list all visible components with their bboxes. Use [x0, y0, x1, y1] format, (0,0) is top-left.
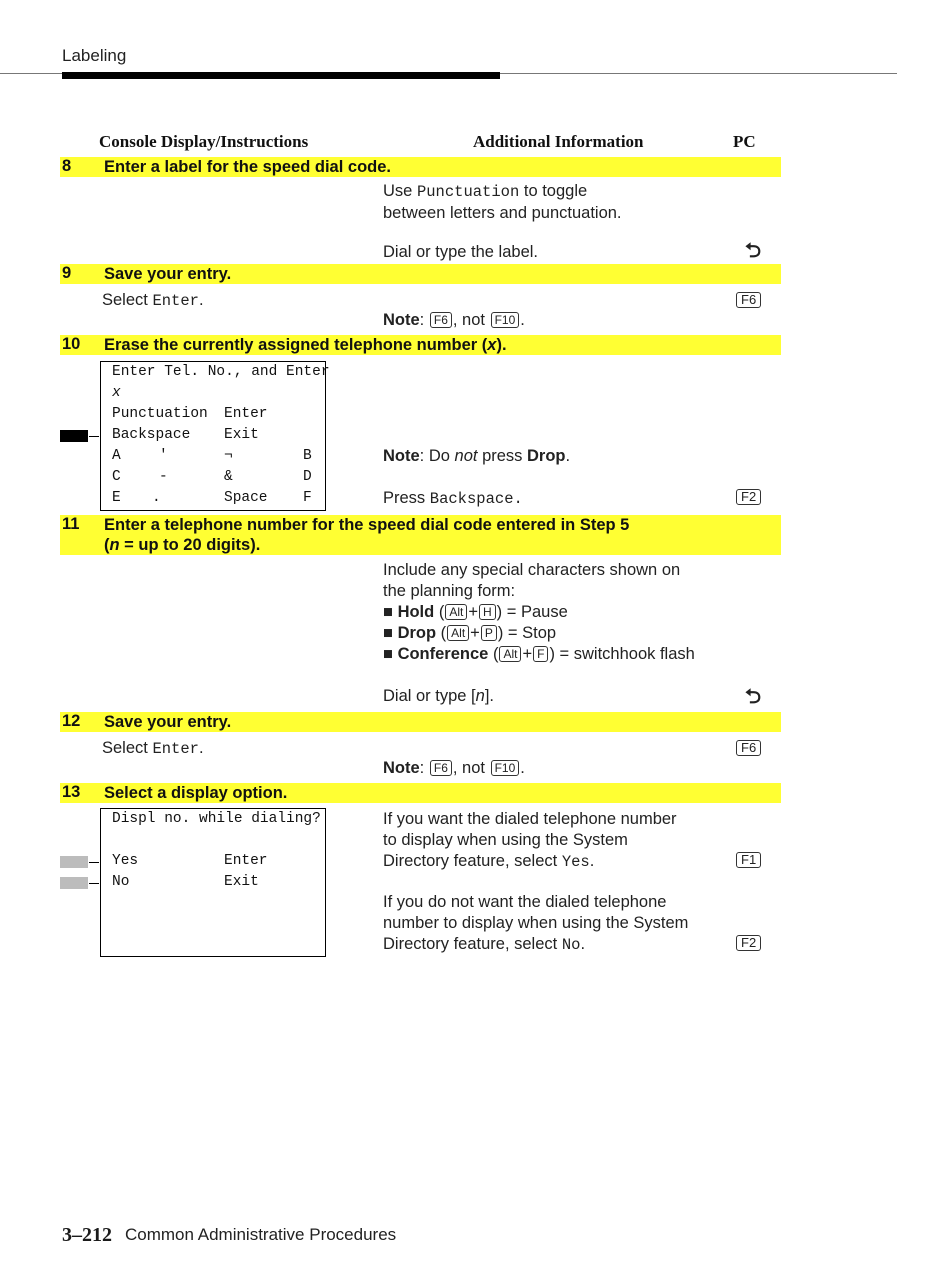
- step-title: [104, 515, 629, 555]
- text: to display when using the System: [383, 831, 628, 849]
- step-11-band: [60, 515, 781, 555]
- text: Directory feature, select: [383, 935, 558, 953]
- text: :: [419, 311, 425, 329]
- note-label: Note: [383, 447, 420, 465]
- step-number: 13: [62, 783, 81, 801]
- step-12-instruction: [102, 738, 204, 760]
- text: (: [438, 603, 445, 621]
- text: = switchhook flash: [559, 645, 695, 663]
- yes-softkey: Yes: [561, 853, 590, 871]
- pointer-marker-backspace: [60, 430, 88, 442]
- screen-char: C: [112, 469, 121, 485]
- variable: n: [475, 687, 485, 705]
- text: +: [522, 645, 533, 663]
- pointer-marker-yes: [60, 856, 88, 868]
- f6-key-icon: F6: [736, 292, 761, 308]
- step-title: [104, 335, 507, 355]
- screen-char: Space: [224, 490, 268, 506]
- exit-softkey[interactable]: Exit: [224, 874, 259, 890]
- drop-key-label: Drop: [527, 447, 566, 465]
- bullet: ■: [383, 645, 393, 663]
- step-title: Enter a label for the speed dial code.: [104, 158, 391, 176]
- text: Include any special characters shown on: [383, 561, 681, 579]
- step-title: Select a display option.: [104, 784, 288, 802]
- f6-key-icon: F6: [736, 740, 761, 756]
- step-number: 10: [62, 335, 81, 353]
- screen-char: E: [112, 490, 121, 506]
- screen-char: .: [152, 490, 161, 506]
- punctuation-softkey[interactable]: Punctuation: [112, 406, 208, 422]
- alt-key-icon: Alt: [445, 604, 467, 620]
- punctuation-softkey: Punctuation: [416, 183, 520, 201]
- step-title: Save your entry.: [104, 265, 232, 283]
- column-header-additional: Additional Information: [473, 132, 644, 151]
- pointer-stub: [89, 883, 99, 884]
- text: = up to 20 digits).: [119, 536, 261, 554]
- pointer-stub: [89, 436, 99, 437]
- text: .: [589, 852, 595, 870]
- yes-softkey[interactable]: Yes: [112, 853, 139, 869]
- hold-label: Hold: [397, 603, 435, 621]
- f6-key-icon: F6: [430, 312, 452, 328]
- conference-item: [383, 644, 695, 665]
- step-12-note: [383, 758, 525, 779]
- h-key-icon: H: [479, 604, 496, 620]
- step-number: 8: [62, 157, 72, 175]
- step-10-band: [60, 335, 781, 355]
- backspace-softkey[interactable]: Backspace: [112, 427, 191, 443]
- text: press: [482, 447, 523, 465]
- screen-char: D: [303, 469, 312, 485]
- text: (: [440, 624, 447, 642]
- step-13-band: [60, 783, 781, 803]
- alt-key-icon: Alt: [499, 646, 521, 662]
- enter-return-icon: ⮌: [745, 686, 762, 708]
- text: .: [520, 311, 525, 329]
- enter-softkey[interactable]: Enter: [224, 406, 268, 422]
- pc-key-f6: [735, 292, 762, 310]
- text: Select: [102, 739, 148, 757]
- header-rule-thick: [62, 72, 500, 79]
- text: = Stop: [507, 624, 557, 642]
- step-number: 12: [62, 712, 81, 730]
- text: ): [497, 624, 504, 642]
- step-number: 9: [62, 264, 72, 282]
- text: the planning form:: [383, 582, 516, 600]
- step-8-band: [60, 157, 781, 177]
- text: +: [470, 624, 480, 642]
- column-header-pc: PC: [733, 132, 756, 151]
- text: not: [454, 447, 478, 465]
- enter-softkey: Enter: [152, 292, 199, 310]
- drop-item: [383, 623, 695, 644]
- pointer-stub: [89, 862, 99, 863]
- text: ].: [484, 687, 494, 705]
- step-title: Save your entry.: [104, 713, 232, 731]
- text: Select: [102, 291, 148, 309]
- text: between letters and punctuation.: [383, 204, 622, 222]
- step-9-instruction: [102, 290, 204, 312]
- text: = Pause: [506, 603, 568, 621]
- step-10-note: [383, 446, 570, 467]
- step-8-info: [383, 181, 622, 263]
- text: +: [468, 603, 478, 621]
- step-12-band: [60, 712, 781, 732]
- running-header: Labeling: [62, 46, 127, 65]
- p-key-icon: P: [481, 625, 497, 641]
- text: Erase the currently assigned telephone number (: [104, 336, 488, 354]
- dial-instruction: Dial or type the label.: [383, 243, 539, 261]
- console-display-screen: [100, 808, 326, 957]
- screen-prompt: Displ no. while dialing?: [112, 811, 321, 827]
- text: : Do: [419, 447, 450, 465]
- dial-instruction: [383, 686, 695, 707]
- text: If you want the dialed telephone number: [383, 810, 677, 828]
- text: , not: [452, 311, 485, 329]
- bullet: ■: [383, 624, 393, 642]
- screen-char: ': [159, 448, 168, 464]
- enter-softkey[interactable]: Enter: [224, 853, 268, 869]
- step-13-info-yes: [383, 809, 677, 873]
- hold-item: [383, 602, 695, 623]
- screen-char: &: [224, 469, 233, 485]
- note-label: Note: [383, 311, 420, 329]
- variable: n: [109, 536, 120, 554]
- step-9-band: [60, 264, 781, 284]
- screen-char: ¬: [224, 448, 233, 464]
- text: :: [419, 759, 425, 777]
- text: (: [492, 645, 499, 663]
- text: .: [198, 291, 204, 309]
- pointer-marker-no: [60, 877, 88, 889]
- text: ).: [496, 336, 507, 354]
- text: number to display when using the System: [383, 914, 689, 932]
- screen-current-value: x: [112, 385, 121, 401]
- f6-key-icon: F6: [430, 760, 452, 776]
- f-key-icon: F: [533, 646, 548, 662]
- step-10-press: [383, 488, 523, 510]
- text: to toggle: [523, 182, 588, 200]
- f10-key-icon: F10: [491, 312, 520, 328]
- text: , not: [452, 759, 485, 777]
- pc-key-f2: [735, 489, 762, 507]
- screen-char: F: [303, 490, 312, 506]
- text: .: [580, 935, 586, 953]
- text: If you do not want the dialed telephone: [383, 893, 667, 911]
- text: ): [549, 645, 555, 663]
- f2-key-icon: F2: [736, 489, 761, 505]
- column-header-console: Console Display/Instructions: [99, 132, 309, 151]
- pc-key-f6: [735, 740, 762, 758]
- text: (: [104, 536, 110, 554]
- text: Press: [383, 489, 426, 507]
- page-number: 3–212: [62, 1224, 112, 1246]
- no-softkey[interactable]: No: [112, 874, 130, 890]
- bullet: ■: [383, 603, 393, 621]
- enter-softkey: Enter: [152, 740, 199, 758]
- step-number: 11: [62, 515, 80, 533]
- text: .: [198, 739, 204, 757]
- text: .: [565, 447, 571, 465]
- text: Use: [383, 182, 413, 200]
- console-display-screen: [100, 361, 330, 511]
- text: .: [520, 759, 525, 777]
- step-13-info-no: [383, 892, 688, 956]
- text: Enter a telephone number for the speed dial code entered in Step 5: [104, 516, 630, 534]
- step-11-info: [383, 560, 695, 707]
- f1-key-icon: F1: [736, 852, 761, 868]
- screen-char: B: [303, 448, 312, 464]
- alt-key-icon: Alt: [447, 625, 469, 641]
- text: ): [496, 603, 503, 621]
- enter-return-icon: ⮌: [745, 240, 762, 262]
- text: Directory feature, select: [383, 852, 558, 870]
- exit-softkey[interactable]: Exit: [224, 427, 259, 443]
- pc-key-f2: [735, 935, 762, 953]
- text: Dial or type [: [383, 687, 476, 705]
- conference-label: Conference: [397, 645, 489, 663]
- backspace-softkey: Backspace.: [429, 490, 523, 508]
- screen-char: A: [112, 448, 121, 464]
- drop-label: Drop: [397, 624, 437, 642]
- f10-key-icon: F10: [491, 760, 520, 776]
- variable: x: [487, 336, 497, 354]
- no-softkey: No: [561, 936, 581, 954]
- step-9-note: [383, 310, 525, 331]
- pc-key-f1: [735, 852, 762, 870]
- screen-prompt: Enter Tel. No., and Enter: [112, 364, 330, 380]
- note-label: Note: [383, 759, 420, 777]
- screen-char: -: [159, 469, 168, 485]
- f2-key-icon: F2: [736, 935, 761, 951]
- running-footer: Common Administrative Procedures: [125, 1225, 397, 1244]
